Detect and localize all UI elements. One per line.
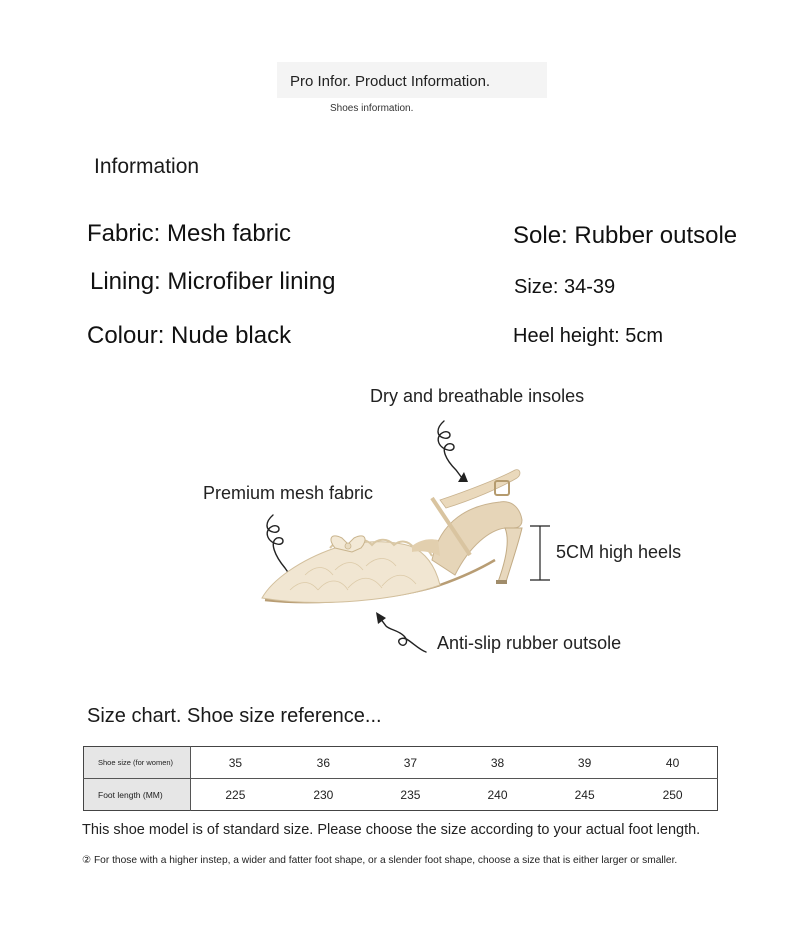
page-title: Pro Infor. Product Information.: [290, 73, 491, 90]
information-heading: Information: [94, 155, 200, 178]
size-cell: 37: [367, 747, 454, 779]
callout-heels: 5CM high heels: [556, 542, 682, 562]
size-chart-table: [83, 746, 718, 811]
callout-outsole: Anti-slip rubber outsole: [437, 633, 622, 653]
spec-sole: Sole: Rubber outsole: [513, 222, 738, 249]
foot-length-cell: 225: [225, 787, 246, 802]
foot-length-cell: 245: [574, 787, 595, 802]
table-row: [84, 747, 718, 779]
callout-insoles: Dry and breathable insoles: [370, 386, 585, 406]
slingback-shoe-icon: [262, 470, 522, 603]
page-subtitle: Shoes information.: [330, 103, 414, 114]
outsole-arrow-icon: [376, 612, 426, 652]
foot-length-row-label: Foot length (MM): [84, 779, 191, 811]
foot-length-cell: 230: [313, 787, 334, 802]
table-row: [84, 779, 718, 811]
size-cell: 40: [628, 747, 717, 779]
size-cell: 35: [191, 747, 280, 779]
size-chart-heading: Size chart. Shoe size reference...: [87, 705, 382, 727]
standard-size-note: This shoe model is of standard size. Please choose the size according to your actual foot length.: [82, 822, 701, 838]
heel-height-bracket-icon: [530, 526, 550, 580]
size-cell: 38: [454, 747, 541, 779]
spec-size: Size: 34-39: [514, 276, 616, 298]
spec-heel-height: Heel height: 5cm: [513, 325, 664, 347]
foot-length-cell: 240: [487, 787, 508, 802]
size-cell: 36: [280, 747, 367, 779]
spec-colour: Colour: Nude black: [87, 322, 292, 349]
spec-fabric: Fabric: Mesh fabric: [87, 220, 292, 247]
foot-length-cell: 250: [662, 787, 683, 802]
spec-lining: Lining: Microfiber lining: [90, 268, 336, 295]
instep-note: ② For those with a higher instep, a wider and fatter foot shape, or a slender foot shape, choose a size that is either larger or smaller.: [82, 855, 678, 866]
size-row-label: Shoe size (for women): [84, 747, 191, 779]
callout-mesh: Premium mesh fabric: [203, 483, 374, 503]
insoles-arrow-icon: [438, 421, 468, 482]
size-cell: 39: [541, 747, 628, 779]
foot-length-cell: 235: [400, 787, 421, 802]
